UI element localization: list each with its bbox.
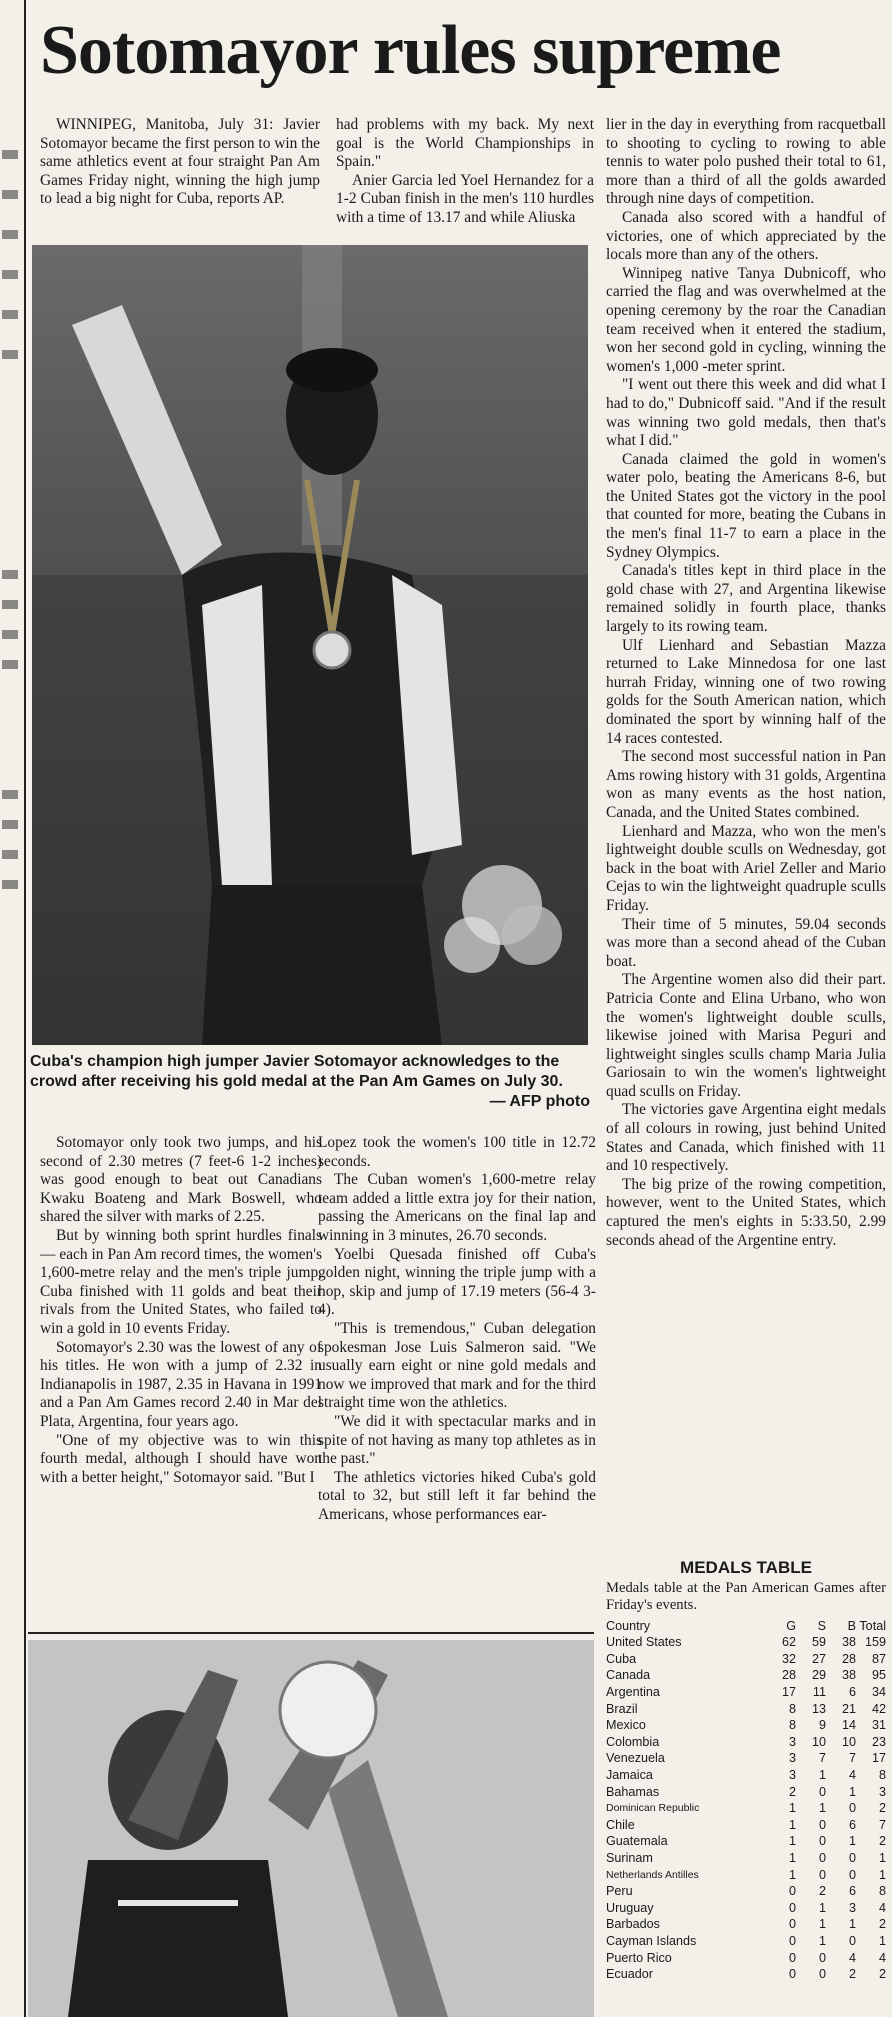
medal-count-cell: 2 — [818, 1884, 826, 1899]
article-paragraph: "I went out there this week and did what I had to do," Dubnicoff said. "And if the result was winning two gold medals, then that's what I did." — [606, 376, 886, 450]
country-cell: Cuba — [606, 1651, 637, 1666]
medal-count-cell: 1 — [818, 1768, 826, 1783]
country-cell: Barbados — [606, 1917, 660, 1932]
article-paragraph: "We did it with spectacular marks and in spite of not having as many top athletes as in the past." — [318, 1412, 596, 1468]
article-paragraph: The big prize of the rowing competition, however, went to the United States, which captured the men's eights in 5:33.50, 2.99 seconds ahead of the Argentine entry. — [606, 1175, 886, 1249]
medal-count-cell: 2 — [878, 1917, 886, 1932]
country-cell: Colombia — [606, 1734, 660, 1749]
country-cell: Uruguay — [606, 1900, 654, 1915]
volleyball-photo-illustration — [28, 1640, 594, 2017]
header-gold: G — [786, 1619, 796, 1633]
medals-row — [606, 1933, 886, 1950]
medal-count-cell: 17 — [871, 1751, 886, 1766]
medal-count-cell: 2 — [788, 1784, 796, 1799]
medal-count-cell: 1 — [818, 1933, 826, 1948]
medal-count-cell: 1 — [848, 1917, 856, 1932]
article-paragraph: Canada's titles kept in third place in the gold chase with 27, and Argentina likewise remained solidly in fourth place, thanks largely to its rowing team. — [606, 562, 886, 636]
country-cell: Argentina — [606, 1685, 660, 1700]
header-silver: S — [817, 1619, 826, 1633]
medals-row — [606, 1900, 886, 1917]
article-paragraph: Anier Garcia led Yoel Hernandez for a 1-2 Cuban finish in the men's 110 hurdles with a time of 13.17 and while Aliuska — [336, 171, 594, 226]
country-cell: Jamaica — [606, 1768, 653, 1783]
article-column-2-top — [336, 116, 594, 228]
country-cell: Venezuela — [606, 1751, 665, 1766]
medal-count-cell: 0 — [818, 1834, 826, 1849]
medal-count-cell: 8 — [788, 1701, 796, 1716]
medals-row — [606, 1734, 886, 1751]
medal-count-cell: 2 — [878, 1834, 886, 1849]
article-paragraph: Lienhard and Mazza, who won the men's lightweight double sculls on Wednesday, got back in the boat with Ariel Zeller and Mario Cejas to win the lightweight quadruple sculls Friday. — [606, 822, 886, 914]
article-column-1-bottom — [40, 1134, 322, 1487]
country-cell: Ecuador — [606, 1967, 653, 1982]
medal-count-cell: 23 — [871, 1734, 886, 1749]
medal-count-cell: 6 — [848, 1884, 856, 1899]
article-paragraph: Ulf Lienhard and Sebastian Mazza returned to Lake Minnedosa for one last hurrah Friday, winning one of two rowing golds for the South American nation, which dominated the sport by winning half of the 14 races contested. — [606, 636, 886, 747]
country-cell: Guatemala — [606, 1834, 668, 1849]
medals-row — [606, 1883, 886, 1900]
medal-count-cell: 2 — [848, 1967, 856, 1982]
country-cell: Puerto Rico — [606, 1950, 672, 1965]
medal-count-cell: 0 — [818, 1784, 826, 1799]
medals-row — [606, 1783, 886, 1800]
medal-count-cell: 8 — [878, 1884, 886, 1899]
medals-row — [606, 1949, 886, 1966]
medal-count-cell: 0 — [818, 1817, 826, 1832]
medal-count-cell: 1 — [788, 1867, 796, 1882]
article-paragraph: The athletics victories hiked Cuba's gold total to 32, but still left it far behind the Americans, whose performances ear- — [318, 1468, 596, 1523]
country-cell: Bahamas — [606, 1784, 660, 1799]
athlete-photo-illustration — [32, 245, 588, 1045]
caption-text: Cuba's champion high jumper Javier Sotomayor acknowledges to the crowd after receiving his gold medal at the Pan Am Games on July 30. — [30, 1053, 563, 1090]
country-cell: Cayman Islands — [606, 1933, 697, 1948]
medal-count-cell: 4 — [848, 1768, 856, 1783]
medals-header-row — [606, 1618, 886, 1634]
article-paragraph: The Argentine women also did their part. Patricia Conte and Elina Urbano, who won the women's lightweight double sculls, likewise joined with Marisa Peguri and lightweight singles sculls champ Maria Julia Gariosain to win the women's lightweight quad sculls on Friday. — [606, 971, 886, 1100]
medal-count-cell: 9 — [818, 1718, 826, 1733]
medal-count-cell: 0 — [788, 1884, 796, 1899]
medal-count-cell: 21 — [841, 1701, 856, 1716]
medal-count-cell: 4 — [878, 1900, 886, 1915]
medal-count-cell: 7 — [848, 1751, 856, 1766]
medal-count-cell: 11 — [812, 1685, 826, 1700]
medal-count-cell: 28 — [841, 1651, 856, 1666]
medal-count-cell: 0 — [848, 1801, 856, 1816]
header-bronze: B — [847, 1619, 856, 1633]
medal-count-cell: 1 — [848, 1784, 856, 1799]
country-cell: Netherlands Antilles — [606, 1868, 699, 1881]
medals-table-box — [606, 1558, 886, 1982]
medal-count-cell: 1 — [818, 1917, 826, 1932]
medal-count-cell: 0 — [818, 1950, 826, 1965]
medal-count-cell: 6 — [848, 1685, 856, 1700]
medal-count-cell: 10 — [841, 1734, 856, 1749]
headline: Sotomayor rules supreme — [40, 12, 781, 89]
medals-table-intro: Medals table at the Pan American Games after Friday's events. — [606, 1580, 886, 1613]
article-paragraph: Lopez took the women's 100 title in 12.72 seconds. — [318, 1134, 596, 1170]
country-cell: Surinam — [606, 1851, 653, 1866]
medal-count-cell: 7 — [818, 1751, 826, 1766]
medal-count-cell: 0 — [788, 1967, 796, 1982]
medal-count-cell: 59 — [811, 1635, 826, 1650]
medals-row — [606, 1651, 886, 1668]
medal-count-cell: 3 — [878, 1784, 886, 1799]
medal-count-cell: 3 — [788, 1734, 796, 1749]
medal-count-cell: 14 — [841, 1718, 856, 1733]
country-cell: Mexico — [606, 1718, 646, 1733]
medal-count-cell: 32 — [781, 1651, 796, 1666]
medal-count-cell: 0 — [788, 1917, 796, 1932]
medal-count-cell: 3 — [788, 1751, 796, 1766]
medals-row — [606, 1850, 886, 1867]
article-paragraph: WINNIPEG, Manitoba, July 31: Javier Sotomayor became the first person to win the same athletics event at four straight Pan Am Games Friday night, winning the high jump to lead a big night for Cuba, reports AP. — [40, 116, 320, 208]
country-cell: Canada — [606, 1668, 651, 1683]
medal-count-cell: 3 — [848, 1900, 856, 1915]
medals-table-title: MEDALS TABLE — [680, 1558, 812, 1577]
article-paragraph: Winnipeg native Tanya Dubnicoff, who carried the flag and was overwhelmed at the opening ceremony by the roar the Canadian team received when it entered the stadium, won her second gold in cycling, winning the women's 1,000 -meter sprint. — [606, 264, 886, 375]
volleyball-photo — [28, 1640, 594, 2017]
medal-count-cell: 6 — [848, 1817, 856, 1832]
medal-count-cell: 1 — [818, 1900, 826, 1915]
medal-count-cell: 1 — [878, 1933, 886, 1948]
article-paragraph: Canada claimed the gold in women's water polo, beating the Americans 8-6, but the United States got the victory in the pool that counted for more, beating the Cubans in the men's final 11-7 to earn a place in the Sydney Olympics. — [606, 450, 886, 561]
medal-count-cell: 0 — [848, 1933, 856, 1948]
medal-count-cell: 29 — [811, 1668, 826, 1683]
medal-count-cell: 17 — [781, 1685, 796, 1700]
medals-row — [606, 1866, 886, 1883]
medals-table — [606, 1618, 886, 1982]
adjacent-column-fragment — [0, 0, 26, 2017]
medal-count-cell: 0 — [818, 1967, 826, 1982]
medal-count-cell: 7 — [878, 1817, 886, 1832]
article-paragraph: Yoelbi Quesada finished off Cuba's golden night, winning the triple jump with a hop, skip and jump of 17.19 meters (56-4 3-4). — [318, 1245, 596, 1319]
article-column-3 — [606, 116, 886, 1250]
article-paragraph: The Cuban women's 1,600-metre relay team added a little extra joy for their nation, passing the Americans on the final lap and winning in 3 minutes, 26.70 seconds. — [318, 1171, 596, 1244]
medal-count-cell: 62 — [781, 1635, 796, 1650]
header-total: Total — [859, 1619, 886, 1633]
medal-count-cell: 38 — [841, 1635, 856, 1650]
medal-count-cell: 4 — [848, 1950, 856, 1965]
article-paragraph: had problems with my back. My next goal is the World Championships in Spain." — [336, 116, 594, 171]
medals-row — [606, 1833, 886, 1850]
medal-count-cell: 0 — [848, 1851, 856, 1866]
article-paragraph: "One of my objective was to win this fourth medal, although I should have won with a better height," Sotomayor said. "But I — [40, 1431, 322, 1486]
header-country: Country — [606, 1619, 651, 1633]
medals-row — [606, 1916, 886, 1933]
article-column-2-bottom — [318, 1134, 596, 1524]
country-cell: Peru — [606, 1884, 633, 1899]
medal-count-cell: 28 — [781, 1668, 796, 1683]
section-divider — [28, 1632, 594, 1634]
medals-row — [606, 1667, 886, 1684]
medal-count-cell: 42 — [871, 1701, 886, 1716]
article-paragraph: The victories gave Argentina eight medals of all colours in rowing, just behind United States and Canada, which finished with 11 and 10 respectively. — [606, 1101, 886, 1175]
medal-count-cell: 31 — [871, 1718, 886, 1733]
article-paragraph: Canada also scored with a handful of victories, one of which appreciated by the locals more than any of the others. — [606, 208, 886, 264]
medal-count-cell: 8 — [788, 1718, 796, 1733]
medal-count-cell: 1 — [878, 1851, 886, 1866]
medal-count-cell: 3 — [788, 1768, 796, 1783]
medal-count-cell: 87 — [871, 1651, 886, 1666]
medal-count-cell: 0 — [818, 1851, 826, 1866]
medal-count-cell: 27 — [811, 1651, 826, 1666]
medal-count-cell: 0 — [788, 1950, 796, 1965]
photo-credit: — AFP photo — [489, 1093, 590, 1110]
medal-count-cell: 0 — [818, 1867, 826, 1882]
article-paragraph: Their time of 5 minutes, 59.04 seconds was more than a second ahead of the Cuban boat. — [606, 915, 886, 970]
medal-count-cell: 38 — [841, 1668, 856, 1683]
medal-count-cell: 34 — [871, 1685, 886, 1700]
photo-caption — [30, 1052, 590, 1112]
article-column-1-top — [40, 116, 320, 209]
medal-count-cell: 2 — [878, 1801, 886, 1816]
medal-count-cell: 13 — [811, 1701, 826, 1716]
article-paragraph: But by winning both sprint hurdles finals — each in Pan Am record times, the women's 1,600-metre relay and the men's triple jump, Cuba finished with 11 golds and beat their rivals from the United States, who failed to win a gold in 10 events Friday. — [40, 1226, 322, 1337]
medals-row — [606, 1684, 886, 1701]
medals-row — [606, 1800, 886, 1817]
medal-count-cell: 10 — [811, 1734, 826, 1749]
sotomayor-photo — [32, 245, 588, 1045]
medals-row — [606, 1966, 886, 1983]
medal-count-cell: 1 — [848, 1834, 856, 1849]
medal-count-cell: 95 — [871, 1668, 886, 1683]
medal-count-cell: 159 — [864, 1635, 886, 1650]
medals-row — [606, 1717, 886, 1734]
medal-count-cell: 2 — [878, 1967, 886, 1982]
article-paragraph: "This is tremendous," Cuban delegation spokesman Jose Luis Salmeron said. "We usually earn eight or nine gold medals and now we improved that mark and for the third straight time won the athletics. — [318, 1319, 596, 1412]
medal-count-cell: 1 — [788, 1851, 796, 1866]
article-paragraph: Sotomayor's 2.30 was the lowest of any of his titles. He won with a jump of 2.32 in Indianapolis in 1987, 2.35 in Havana in 1991 and a Pan Am Games record 2.40 in Mar del Plata, Argentina, four years ago. — [40, 1338, 322, 1430]
medal-count-cell: 1 — [788, 1834, 796, 1849]
country-cell: Dominican Republic — [606, 1802, 700, 1815]
medal-count-cell: 1 — [878, 1867, 886, 1882]
medal-count-cell: 1 — [788, 1817, 796, 1832]
country-cell: Chile — [606, 1817, 635, 1832]
medals-row — [606, 1817, 886, 1834]
medals-row — [606, 1700, 886, 1717]
medal-count-cell: 1 — [788, 1801, 796, 1816]
medals-row — [606, 1767, 886, 1784]
medal-count-cell: 0 — [848, 1867, 856, 1882]
medal-count-cell: 0 — [788, 1900, 796, 1915]
medal-count-cell: 0 — [788, 1933, 796, 1948]
medal-count-cell: 4 — [878, 1950, 886, 1965]
article-paragraph: The second most successful nation in Pan Ams rowing history with 31 golds, Argentina won as many events as the host nation, Canada, and the United States combined. — [606, 748, 886, 821]
article-paragraph: lier in the day in everything from racquetball to shooting to cycling to rowing to able tennis to water polo pushed their total to 61, more than a third of all the golds awarded through nine days of competition. — [606, 116, 886, 208]
medal-count-cell: 1 — [818, 1801, 826, 1816]
country-cell: Brazil — [606, 1701, 638, 1716]
medals-row — [606, 1750, 886, 1767]
medal-count-cell: 8 — [878, 1768, 886, 1783]
country-cell: United States — [606, 1635, 682, 1650]
article-paragraph: Sotomayor only took two jumps, and his second of 2.30 metres (7 feet-6 1-2 inches) was good enough to beat out Canadians Kwaku Boateng and Mark Boswell, who shared the silver with marks of 2.25. — [40, 1134, 322, 1226]
medals-row — [606, 1634, 886, 1651]
